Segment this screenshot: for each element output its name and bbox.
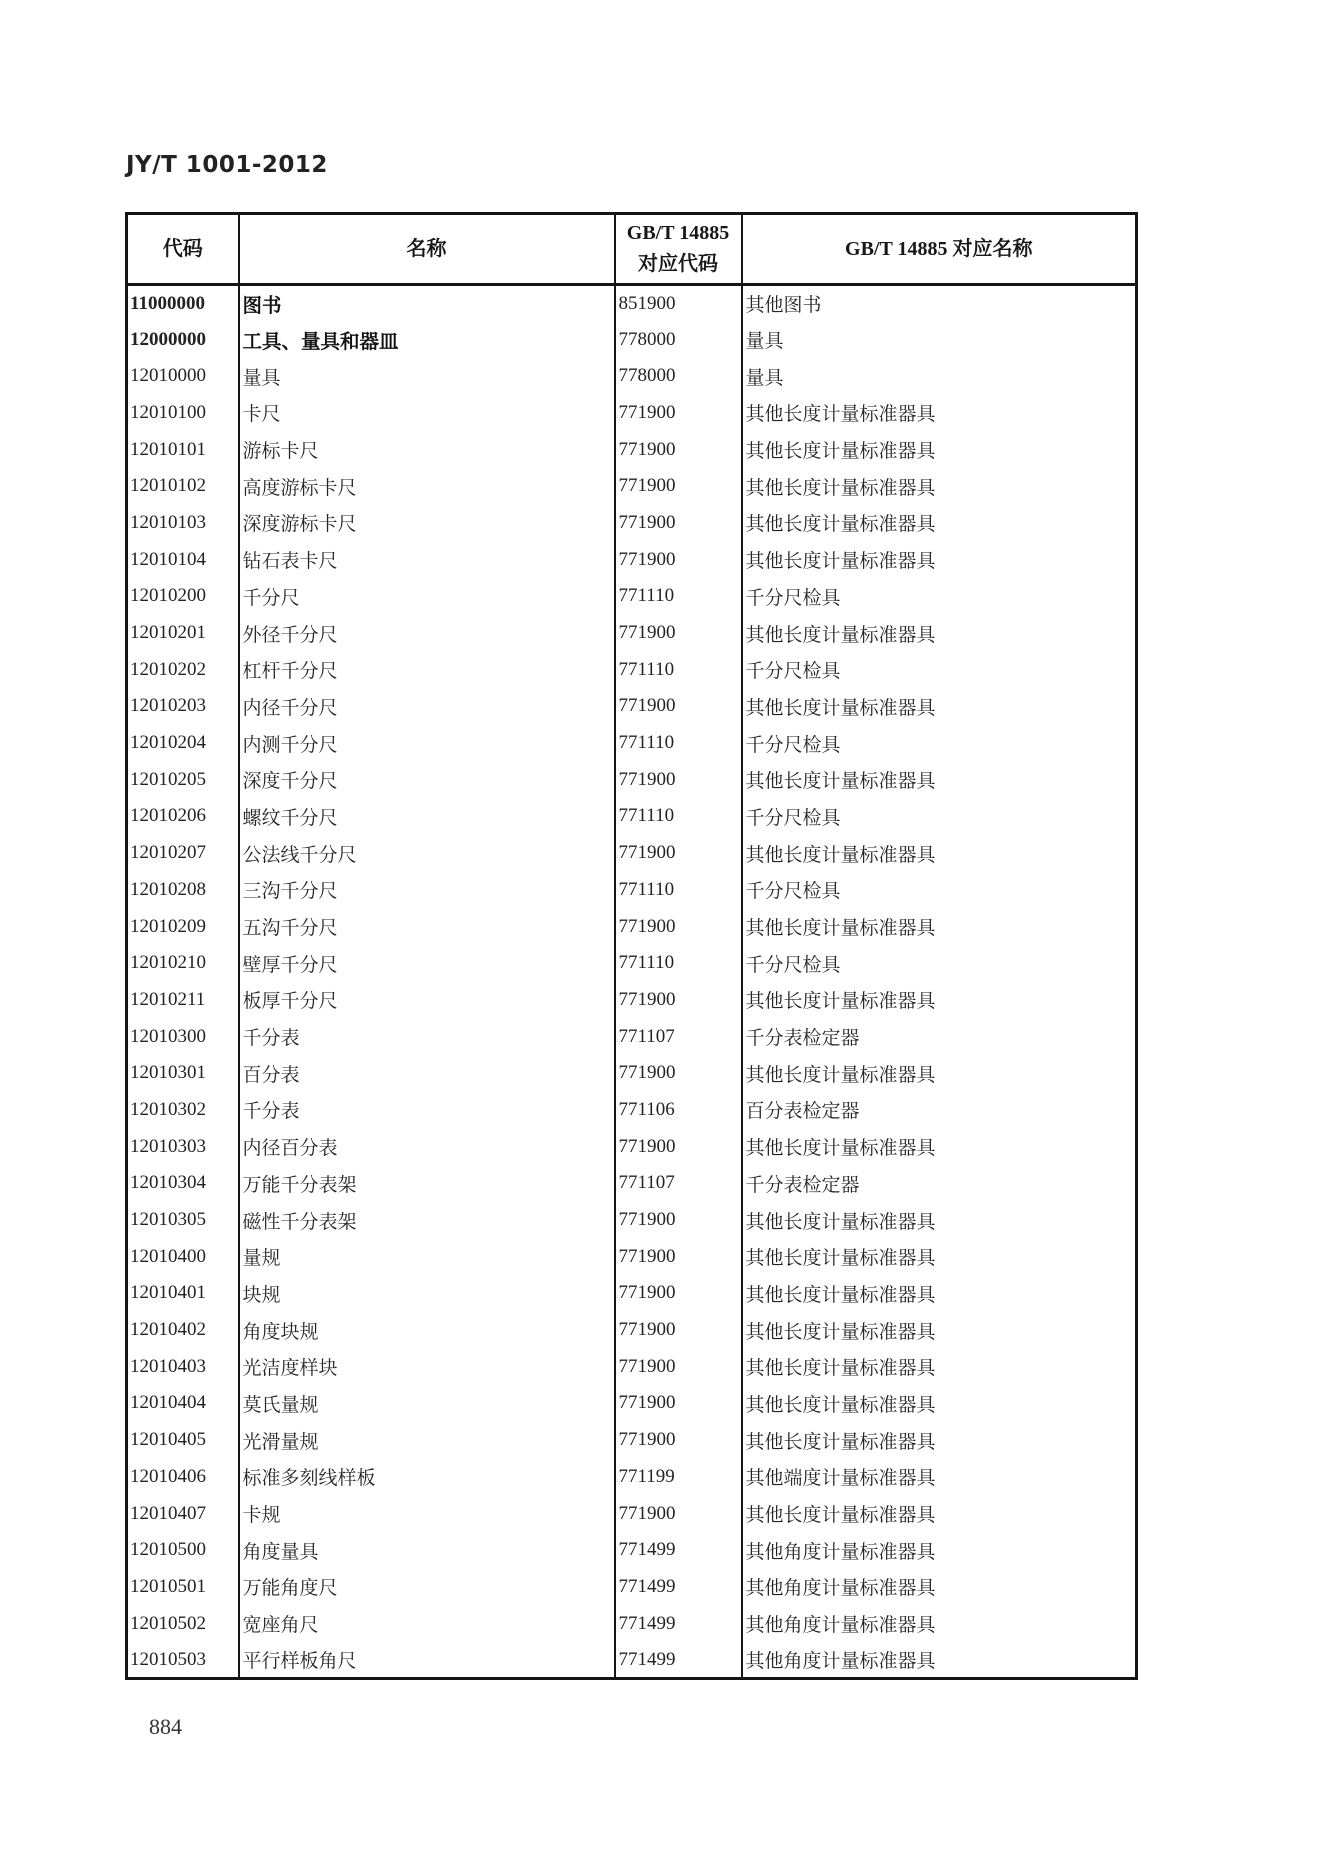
- cell-gbt-code: 771110: [615, 578, 742, 615]
- cell-gbt-code: 771900: [615, 1055, 742, 1092]
- cell-gbt-code: 771900: [615, 1128, 742, 1165]
- cell-gbt-name: 其他长度计量标准器具: [742, 468, 1137, 505]
- table-row: [127, 798, 1137, 835]
- cell-name: 工具、量具和器皿: [239, 321, 615, 358]
- cell-gbt-code: 771110: [615, 651, 742, 688]
- cell-code: 12010500: [127, 1532, 239, 1569]
- cell-code: 12010200: [127, 578, 239, 615]
- table-row: [127, 431, 1137, 468]
- table-row: [127, 835, 1137, 872]
- cell-code: 12010205: [127, 761, 239, 798]
- cell-name: 壁厚千分尺: [239, 945, 615, 982]
- cell-gbt-code: 771107: [615, 1018, 742, 1055]
- cell-name: 块规: [239, 1275, 615, 1312]
- cell-code: 12010211: [127, 982, 239, 1019]
- cell-code: 12010208: [127, 872, 239, 909]
- table-row: [127, 725, 1137, 762]
- cell-gbt-name: 千分尺检具: [742, 872, 1137, 909]
- cell-gbt-name: 其他长度计量标准器具: [742, 1312, 1137, 1349]
- cell-gbt-name: 其他长度计量标准器具: [742, 1385, 1137, 1422]
- cell-gbt-code: 851900: [615, 285, 742, 322]
- cell-name: 万能千分表架: [239, 1165, 615, 1202]
- cell-name: 磁性千分表架: [239, 1202, 615, 1239]
- cell-gbt-code: 771900: [615, 505, 742, 542]
- cell-gbt-code: 771900: [615, 541, 742, 578]
- table-row: [127, 1532, 1137, 1569]
- table-row: [127, 1348, 1137, 1385]
- cell-gbt-code: 771110: [615, 798, 742, 835]
- cell-code: 12010302: [127, 1092, 239, 1129]
- cell-name: 角度量具: [239, 1532, 615, 1569]
- cell-name: 千分表: [239, 1018, 615, 1055]
- table-row: [127, 541, 1137, 578]
- cell-gbt-code: 771900: [615, 1422, 742, 1459]
- cell-gbt-code: 771900: [615, 1312, 742, 1349]
- cell-code: 12010405: [127, 1422, 239, 1459]
- cell-gbt-code: 771900: [615, 1385, 742, 1422]
- table-row: [127, 982, 1137, 1019]
- cell-code: 12010404: [127, 1385, 239, 1422]
- document-title: JY/T 1001-2012: [126, 152, 328, 178]
- cell-code: 12010406: [127, 1459, 239, 1496]
- cell-gbt-code: 771900: [615, 835, 742, 872]
- cell-name: 游标卡尺: [239, 431, 615, 468]
- cell-name: 内测千分尺: [239, 725, 615, 762]
- cell-gbt-name: 其他长度计量标准器具: [742, 908, 1137, 945]
- cell-gbt-code: 771900: [615, 908, 742, 945]
- cell-code: 12010407: [127, 1495, 239, 1532]
- cell-name: 卡规: [239, 1495, 615, 1532]
- cell-gbt-name: 其他长度计量标准器具: [742, 1055, 1137, 1092]
- cell-name: 三沟千分尺: [239, 872, 615, 909]
- cell-name: 杠杆千分尺: [239, 651, 615, 688]
- cell-name: 外径千分尺: [239, 615, 615, 652]
- cell-gbt-name: 其他角度计量标准器具: [742, 1569, 1137, 1606]
- cell-name: 量规: [239, 1238, 615, 1275]
- cell-gbt-code: 771110: [615, 945, 742, 982]
- cell-name: 内径百分表: [239, 1128, 615, 1165]
- cell-gbt-name: 其他长度计量标准器具: [742, 1238, 1137, 1275]
- cell-gbt-name: 其他长度计量标准器具: [742, 761, 1137, 798]
- cell-code: 12010501: [127, 1569, 239, 1606]
- column-header-name: 名称: [239, 214, 615, 285]
- table-row: [127, 468, 1137, 505]
- table-header: [127, 214, 1137, 285]
- table-body: [127, 285, 1137, 1679]
- cell-name: 板厚千分尺: [239, 982, 615, 1019]
- cell-code: 12010400: [127, 1238, 239, 1275]
- cell-gbt-name: 千分尺检具: [742, 945, 1137, 982]
- table-row: [127, 1128, 1137, 1165]
- cell-gbt-code: 771900: [615, 395, 742, 432]
- cell-gbt-code: 771499: [615, 1569, 742, 1606]
- cell-gbt-code: 771499: [615, 1605, 742, 1642]
- table-row: [127, 1202, 1137, 1239]
- cell-name: 标准多刻线样板: [239, 1459, 615, 1496]
- column-header-gbt-code: [615, 214, 742, 285]
- cell-gbt-name: 其他图书: [742, 285, 1137, 322]
- table-row: [127, 1238, 1137, 1275]
- cell-gbt-name: 千分表检定器: [742, 1165, 1137, 1202]
- table-row: [127, 908, 1137, 945]
- table-row: [127, 945, 1137, 982]
- cell-gbt-name: 量具: [742, 321, 1137, 358]
- table-row: [127, 395, 1137, 432]
- cell-gbt-name: 其他长度计量标准器具: [742, 982, 1137, 1019]
- cell-name: 公法线千分尺: [239, 835, 615, 872]
- cell-gbt-code: 771110: [615, 725, 742, 762]
- cell-gbt-name: 其他长度计量标准器具: [742, 1348, 1137, 1385]
- cell-gbt-code: 771107: [615, 1165, 742, 1202]
- cell-gbt-code: 771900: [615, 982, 742, 1019]
- cell-code: 12010103: [127, 505, 239, 542]
- cell-code: 12010301: [127, 1055, 239, 1092]
- cell-code: 12010100: [127, 395, 239, 432]
- cell-code: 12010303: [127, 1128, 239, 1165]
- table-row: [127, 285, 1137, 322]
- cell-name: 宽座角尺: [239, 1605, 615, 1642]
- table-row: [127, 321, 1137, 358]
- table-row: [127, 1642, 1137, 1679]
- table-row: [127, 761, 1137, 798]
- cell-gbt-name: 其他角度计量标准器具: [742, 1642, 1137, 1679]
- cell-code: 12010305: [127, 1202, 239, 1239]
- cell-name: 千分表: [239, 1092, 615, 1129]
- table-row: [127, 1459, 1137, 1496]
- cell-code: 12010000: [127, 358, 239, 395]
- cell-gbt-code: 771900: [615, 761, 742, 798]
- cell-gbt-name: 其他长度计量标准器具: [742, 1422, 1137, 1459]
- page-number: 884: [149, 1714, 182, 1739]
- table-row: [127, 1605, 1137, 1642]
- table-row: [127, 1055, 1137, 1092]
- cell-name: 五沟千分尺: [239, 908, 615, 945]
- table-row: [127, 615, 1137, 652]
- cell-gbt-code: 771900: [615, 1238, 742, 1275]
- cell-gbt-code: 771110: [615, 872, 742, 909]
- cell-gbt-name: 其他长度计量标准器具: [742, 395, 1137, 432]
- cell-gbt-code: 771106: [615, 1092, 742, 1129]
- cell-gbt-name: 其他角度计量标准器具: [742, 1532, 1137, 1569]
- cell-gbt-code: 771900: [615, 1348, 742, 1385]
- cell-code: 12010304: [127, 1165, 239, 1202]
- cell-code: 12010203: [127, 688, 239, 725]
- table-row: [127, 1385, 1137, 1422]
- table-row: [127, 1422, 1137, 1459]
- table-row: [127, 1275, 1137, 1312]
- cell-gbt-code: 771900: [615, 1202, 742, 1239]
- cell-name: 百分表: [239, 1055, 615, 1092]
- column-header-code: 代码: [127, 214, 239, 285]
- cell-name: 深度游标卡尺: [239, 505, 615, 542]
- cell-code: 12010201: [127, 615, 239, 652]
- cell-code: 12000000: [127, 321, 239, 358]
- cell-name: 千分尺: [239, 578, 615, 615]
- cell-gbt-name: 其他长度计量标准器具: [742, 835, 1137, 872]
- cell-code: 11000000: [127, 285, 239, 322]
- cell-gbt-name: 量具: [742, 358, 1137, 395]
- cell-gbt-name: 百分表检定器: [742, 1092, 1137, 1129]
- cell-gbt-name: 其他长度计量标准器具: [742, 1202, 1137, 1239]
- cell-gbt-name: 其他端度计量标准器具: [742, 1459, 1137, 1496]
- table-header-row: [127, 214, 1137, 285]
- cell-gbt-code: 778000: [615, 321, 742, 358]
- table-row: [127, 578, 1137, 615]
- cell-gbt-code: 771900: [615, 1275, 742, 1312]
- cell-code: 12010503: [127, 1642, 239, 1679]
- cell-gbt-name: 其他长度计量标准器具: [742, 1495, 1137, 1532]
- cell-gbt-name: 其他长度计量标准器具: [742, 1128, 1137, 1165]
- cell-name: 平行样板角尺: [239, 1642, 615, 1679]
- cell-code: 12010104: [127, 541, 239, 578]
- cell-gbt-code: 771199: [615, 1459, 742, 1496]
- cell-name: 莫氏量规: [239, 1385, 615, 1422]
- cell-gbt-name: 千分表检定器: [742, 1018, 1137, 1055]
- cell-gbt-name: 其他长度计量标准器具: [742, 615, 1137, 652]
- table-row: [127, 872, 1137, 909]
- cell-code: 12010209: [127, 908, 239, 945]
- cell-code: 12010207: [127, 835, 239, 872]
- cell-name: 图书: [239, 285, 615, 322]
- cell-code: 12010402: [127, 1312, 239, 1349]
- table-row: [127, 688, 1137, 725]
- cell-name: 螺纹千分尺: [239, 798, 615, 835]
- cell-name: 高度游标卡尺: [239, 468, 615, 505]
- cell-code: 12010206: [127, 798, 239, 835]
- cell-name: 光滑量规: [239, 1422, 615, 1459]
- cell-gbt-code: 771499: [615, 1642, 742, 1679]
- cell-gbt-code: 771900: [615, 688, 742, 725]
- cell-name: 深度千分尺: [239, 761, 615, 798]
- cell-gbt-name: 千分尺检具: [742, 578, 1137, 615]
- cell-code: 12010204: [127, 725, 239, 762]
- cell-code: 12010102: [127, 468, 239, 505]
- table-row: [127, 1018, 1137, 1055]
- table-row: [127, 1092, 1137, 1129]
- cell-name: 内径千分尺: [239, 688, 615, 725]
- cell-code: 12010210: [127, 945, 239, 982]
- cell-name: 量具: [239, 358, 615, 395]
- code-mapping-table: [125, 212, 1138, 1680]
- cell-code: 12010202: [127, 651, 239, 688]
- column-header-gbt-code-line1: GB/T 14885: [626, 222, 730, 244]
- cell-gbt-code: 771900: [615, 1495, 742, 1532]
- table-row: [127, 1495, 1137, 1532]
- cell-gbt-code: 771900: [615, 468, 742, 505]
- cell-gbt-code: 771900: [615, 615, 742, 652]
- cell-gbt-name: 其他长度计量标准器具: [742, 1275, 1137, 1312]
- column-header-gbt-name: GB/T 14885 对应名称: [742, 214, 1137, 285]
- cell-name: 光洁度样块: [239, 1348, 615, 1385]
- cell-code: 12010401: [127, 1275, 239, 1312]
- cell-code: 12010101: [127, 431, 239, 468]
- cell-gbt-name: 其他长度计量标准器具: [742, 431, 1137, 468]
- cell-gbt-name: 其他长度计量标准器具: [742, 688, 1137, 725]
- cell-code: 12010502: [127, 1605, 239, 1642]
- cell-name: 角度块规: [239, 1312, 615, 1349]
- cell-gbt-name: 其他长度计量标准器具: [742, 541, 1137, 578]
- cell-gbt-code: 771900: [615, 431, 742, 468]
- cell-name: 钻石表卡尺: [239, 541, 615, 578]
- cell-gbt-name: 其他长度计量标准器具: [742, 505, 1137, 542]
- cell-gbt-name: 千分尺检具: [742, 798, 1137, 835]
- table-row: [127, 1312, 1137, 1349]
- cell-gbt-code: 778000: [615, 358, 742, 395]
- cell-code: 12010403: [127, 1348, 239, 1385]
- cell-gbt-code: 771499: [615, 1532, 742, 1569]
- cell-gbt-name: 其他角度计量标准器具: [742, 1605, 1137, 1642]
- table-row: [127, 358, 1137, 395]
- column-header-gbt-code-line2: 对应代码: [638, 253, 718, 275]
- table-row: [127, 1569, 1137, 1606]
- table-row: [127, 505, 1137, 542]
- cell-gbt-name: 千分尺检具: [742, 651, 1137, 688]
- cell-name: 万能角度尺: [239, 1569, 615, 1606]
- table-row: [127, 1165, 1137, 1202]
- cell-gbt-name: 千分尺检具: [742, 725, 1137, 762]
- cell-code: 12010300: [127, 1018, 239, 1055]
- cell-name: 卡尺: [239, 395, 615, 432]
- table-row: [127, 651, 1137, 688]
